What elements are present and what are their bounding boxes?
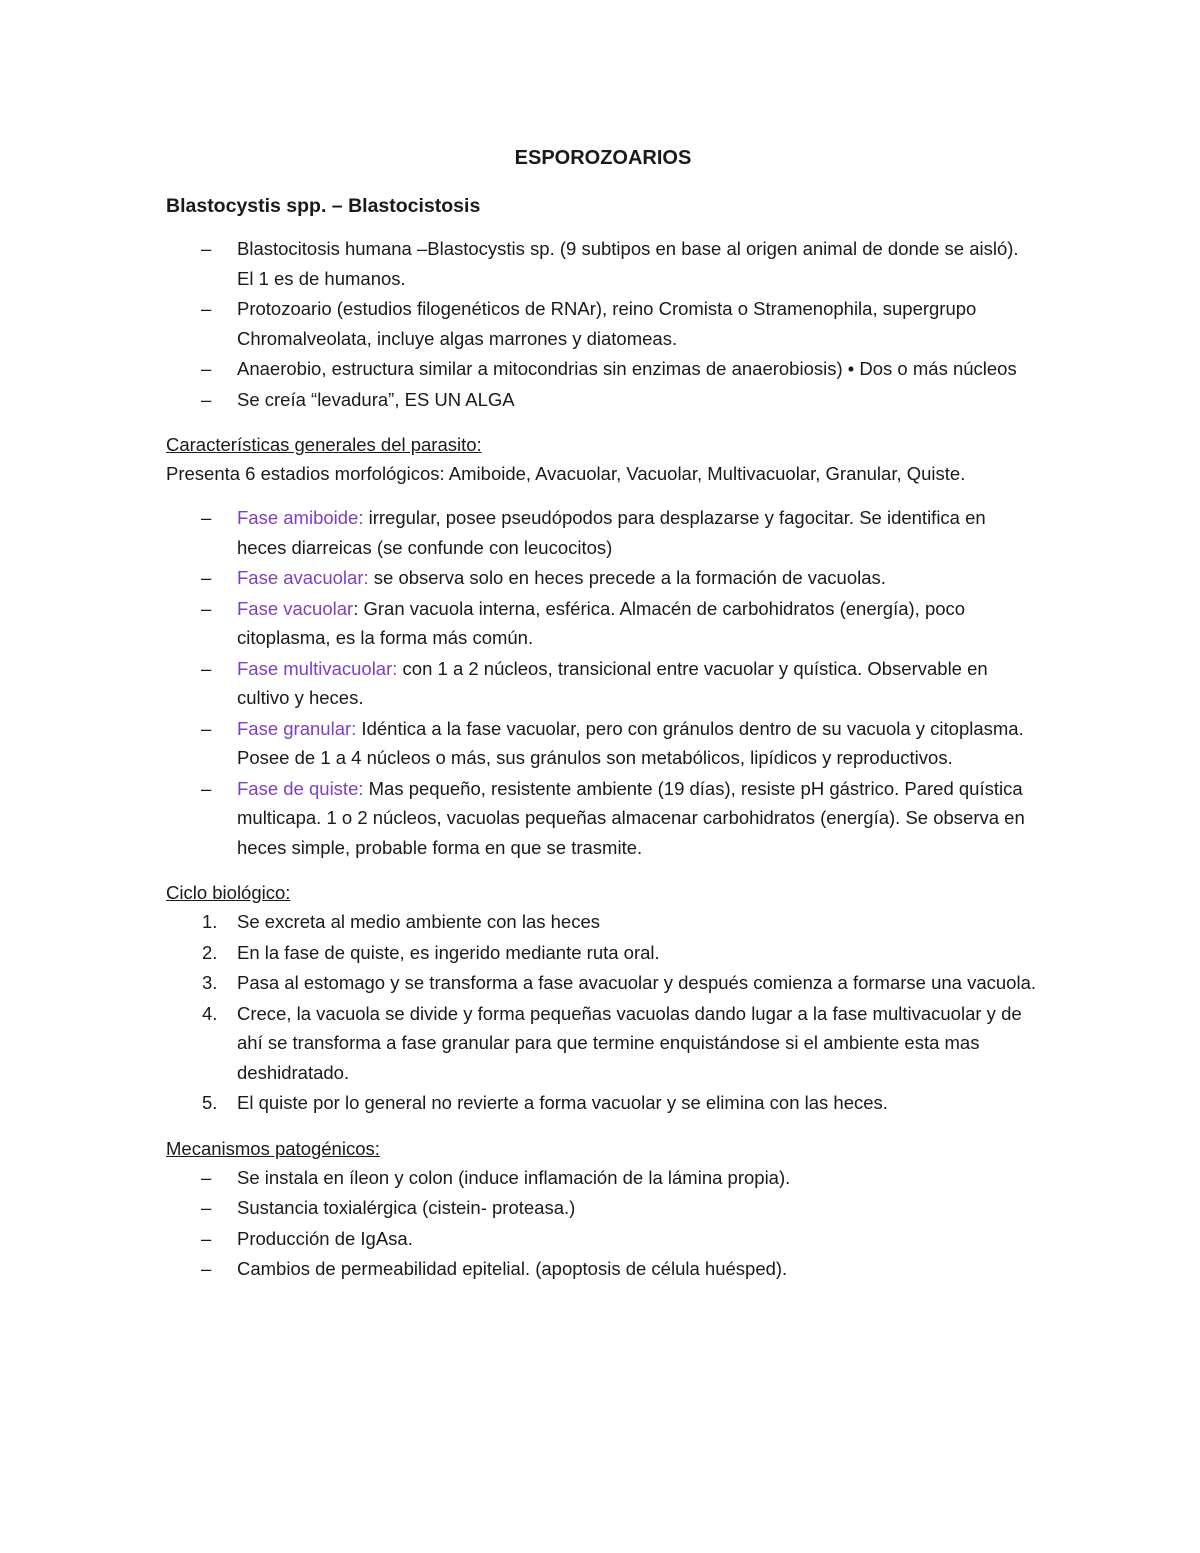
list-item-text: Se creía “levadura”, ES UN ALGA xyxy=(237,388,515,410)
dash-marker: – xyxy=(201,1197,212,1218)
phase-text: : Gran vacuola interna, esférica. Almacén de carbohidratos (energía), poco citoplasma, es la forma más común. xyxy=(237,597,966,648)
list-item-text: Se instala en íleon y colon (induce inflamación de la lámina propia). xyxy=(237,1166,791,1188)
list-item xyxy=(166,563,1040,593)
spacer xyxy=(166,415,1040,430)
phase-text: Mas pequeño, resistente ambiente (19 días), resiste pH gástrico. Pared quística multicapa. 1 o 2 núcleos, vacuolas pequeñas almacenar carbohidratos (energía). Se observa en heces simple, probable forma en que se trasmite. xyxy=(237,777,1025,858)
dash-marker: – xyxy=(201,298,212,319)
mecanismos-list xyxy=(166,1163,1040,1284)
phases-list xyxy=(166,503,1040,862)
list-item xyxy=(166,654,1040,713)
spacer xyxy=(166,1119,1040,1134)
caracteristicas-intro: Presenta 6 estadios morfológicos: Amiboide, Avacuolar, Vacuolar, Multivacuolar, Granular, Quiste. xyxy=(166,463,966,484)
dash-marker: – xyxy=(201,507,212,528)
list-item xyxy=(166,1254,1040,1284)
list-item xyxy=(166,234,1040,293)
dash-marker: – xyxy=(201,238,212,259)
dash-marker: – xyxy=(201,358,212,379)
phase-label: Fase avacuolar: xyxy=(237,567,369,588)
dash-marker: – xyxy=(201,597,212,619)
list-item-text: Blastocitosis humana –Blastocystis sp. (9 subtipos en base al origen animal de donde se aisló). El 1 es de humanos. xyxy=(237,238,1019,289)
dash-marker: – xyxy=(201,777,212,799)
phase-label: Fase de quiste: xyxy=(237,777,364,799)
list-item-text: Producción de IgAsa. xyxy=(237,1227,413,1249)
dash-marker: – xyxy=(201,388,212,410)
list-item xyxy=(166,907,1040,937)
dash-marker: – xyxy=(201,1166,212,1188)
list-item-text: Cambios de permeabilidad epitelial. (apoptosis de célula huésped). xyxy=(237,1258,788,1279)
dash-marker: – xyxy=(201,717,212,739)
step-text: Crece, la vacuola se divide y forma pequeñas vacuolas dando lugar a la fase multivacuolar y de ahí se transforma a fase granular para que termine enquistándose si el ambiente esta mas deshidratado. xyxy=(237,1002,1022,1083)
phase-label: Fase multivacuolar: xyxy=(237,657,398,679)
phase-text: se observa solo en heces precede a la formación de vacuolas. xyxy=(368,567,886,588)
list-item xyxy=(166,968,1040,998)
step-number: 5. xyxy=(202,1092,218,1113)
list-item xyxy=(166,354,1040,384)
phase-text: con 1 a 2 núcleos, transicional entre vacuolar y quística. Observable en cultivo y heces. xyxy=(237,657,988,708)
section-heading-ciclo: Ciclo biológico: xyxy=(166,882,291,903)
dash-marker: – xyxy=(201,567,212,588)
list-item-text: Protozoario (estudios filogenéticos de RNAr), reino Cromista o Stramenophila, supergrupo Chromalveolata, incluye algas marrones y diatomeas. xyxy=(237,298,977,349)
step-text: Pasa al estomago y se transforma a fase avacuolar y después comienza a formarse una vacuola. xyxy=(237,972,1037,993)
list-item-text: Sustancia toxialérgica (cistein- proteasa.) xyxy=(237,1197,576,1218)
list-item xyxy=(166,938,1040,968)
ciclo-steps-list xyxy=(166,907,1040,1118)
phase-label: Fase amiboide: xyxy=(237,507,364,528)
dash-marker: – xyxy=(201,657,212,679)
step-number: 3. xyxy=(202,972,218,993)
step-text: En la fase de quiste, es ingerido mediante ruta oral. xyxy=(237,941,660,963)
phase-text: Idéntica a la fase vacuolar, pero con gránulos dentro de su vacuola y citoplasma. Posee de 1 a 4 núcleos o más, sus gránulos son metabólicos, lipídicos y reproductivos. xyxy=(237,717,1024,768)
step-number: 2. xyxy=(202,941,218,963)
document-subtitle: Blastocystis spp. – Blastocistosis xyxy=(166,195,481,217)
list-item xyxy=(166,1224,1040,1254)
document-title: ESPOROZOARIOS xyxy=(514,147,692,169)
step-text: Se excreta al medio ambiente con las heces xyxy=(237,911,601,932)
list-item xyxy=(166,294,1040,353)
list-item xyxy=(166,714,1040,773)
list-item xyxy=(166,1163,1040,1193)
section-heading-mecanismos: Mecanismos patogénicos: xyxy=(166,1137,380,1159)
list-item xyxy=(166,503,1040,562)
phase-label: Fase vacuolar xyxy=(237,597,354,619)
intro-list xyxy=(166,234,1040,414)
list-item xyxy=(166,1193,1040,1223)
step-number: 4. xyxy=(202,1002,218,1024)
list-item xyxy=(166,999,1040,1088)
spacer xyxy=(166,863,1040,878)
step-number: 1. xyxy=(202,911,218,932)
phase-label: Fase granular: xyxy=(237,717,357,739)
spacer xyxy=(166,488,1040,503)
section-heading-caracteristicas: Características generales del parasito: xyxy=(166,434,482,455)
phase-text: irregular, posee pseudópodos para desplazarse y fagocitar. Se identifica en heces diarreicas (se confunde con leucocitos) xyxy=(237,507,986,558)
list-item xyxy=(166,774,1040,863)
list-item-text: Anaerobio, estructura similar a mitocondrias sin enzimas de anaerobiosis) • Dos o más núcleos xyxy=(237,358,1017,379)
list-item xyxy=(166,594,1040,653)
dash-marker: – xyxy=(201,1227,212,1249)
list-item xyxy=(166,385,1040,415)
step-text: El quiste por lo general no revierte a forma vacuolar y se elimina con las heces. xyxy=(237,1092,888,1113)
dash-marker: – xyxy=(201,1258,212,1279)
list-item xyxy=(166,1088,1040,1118)
